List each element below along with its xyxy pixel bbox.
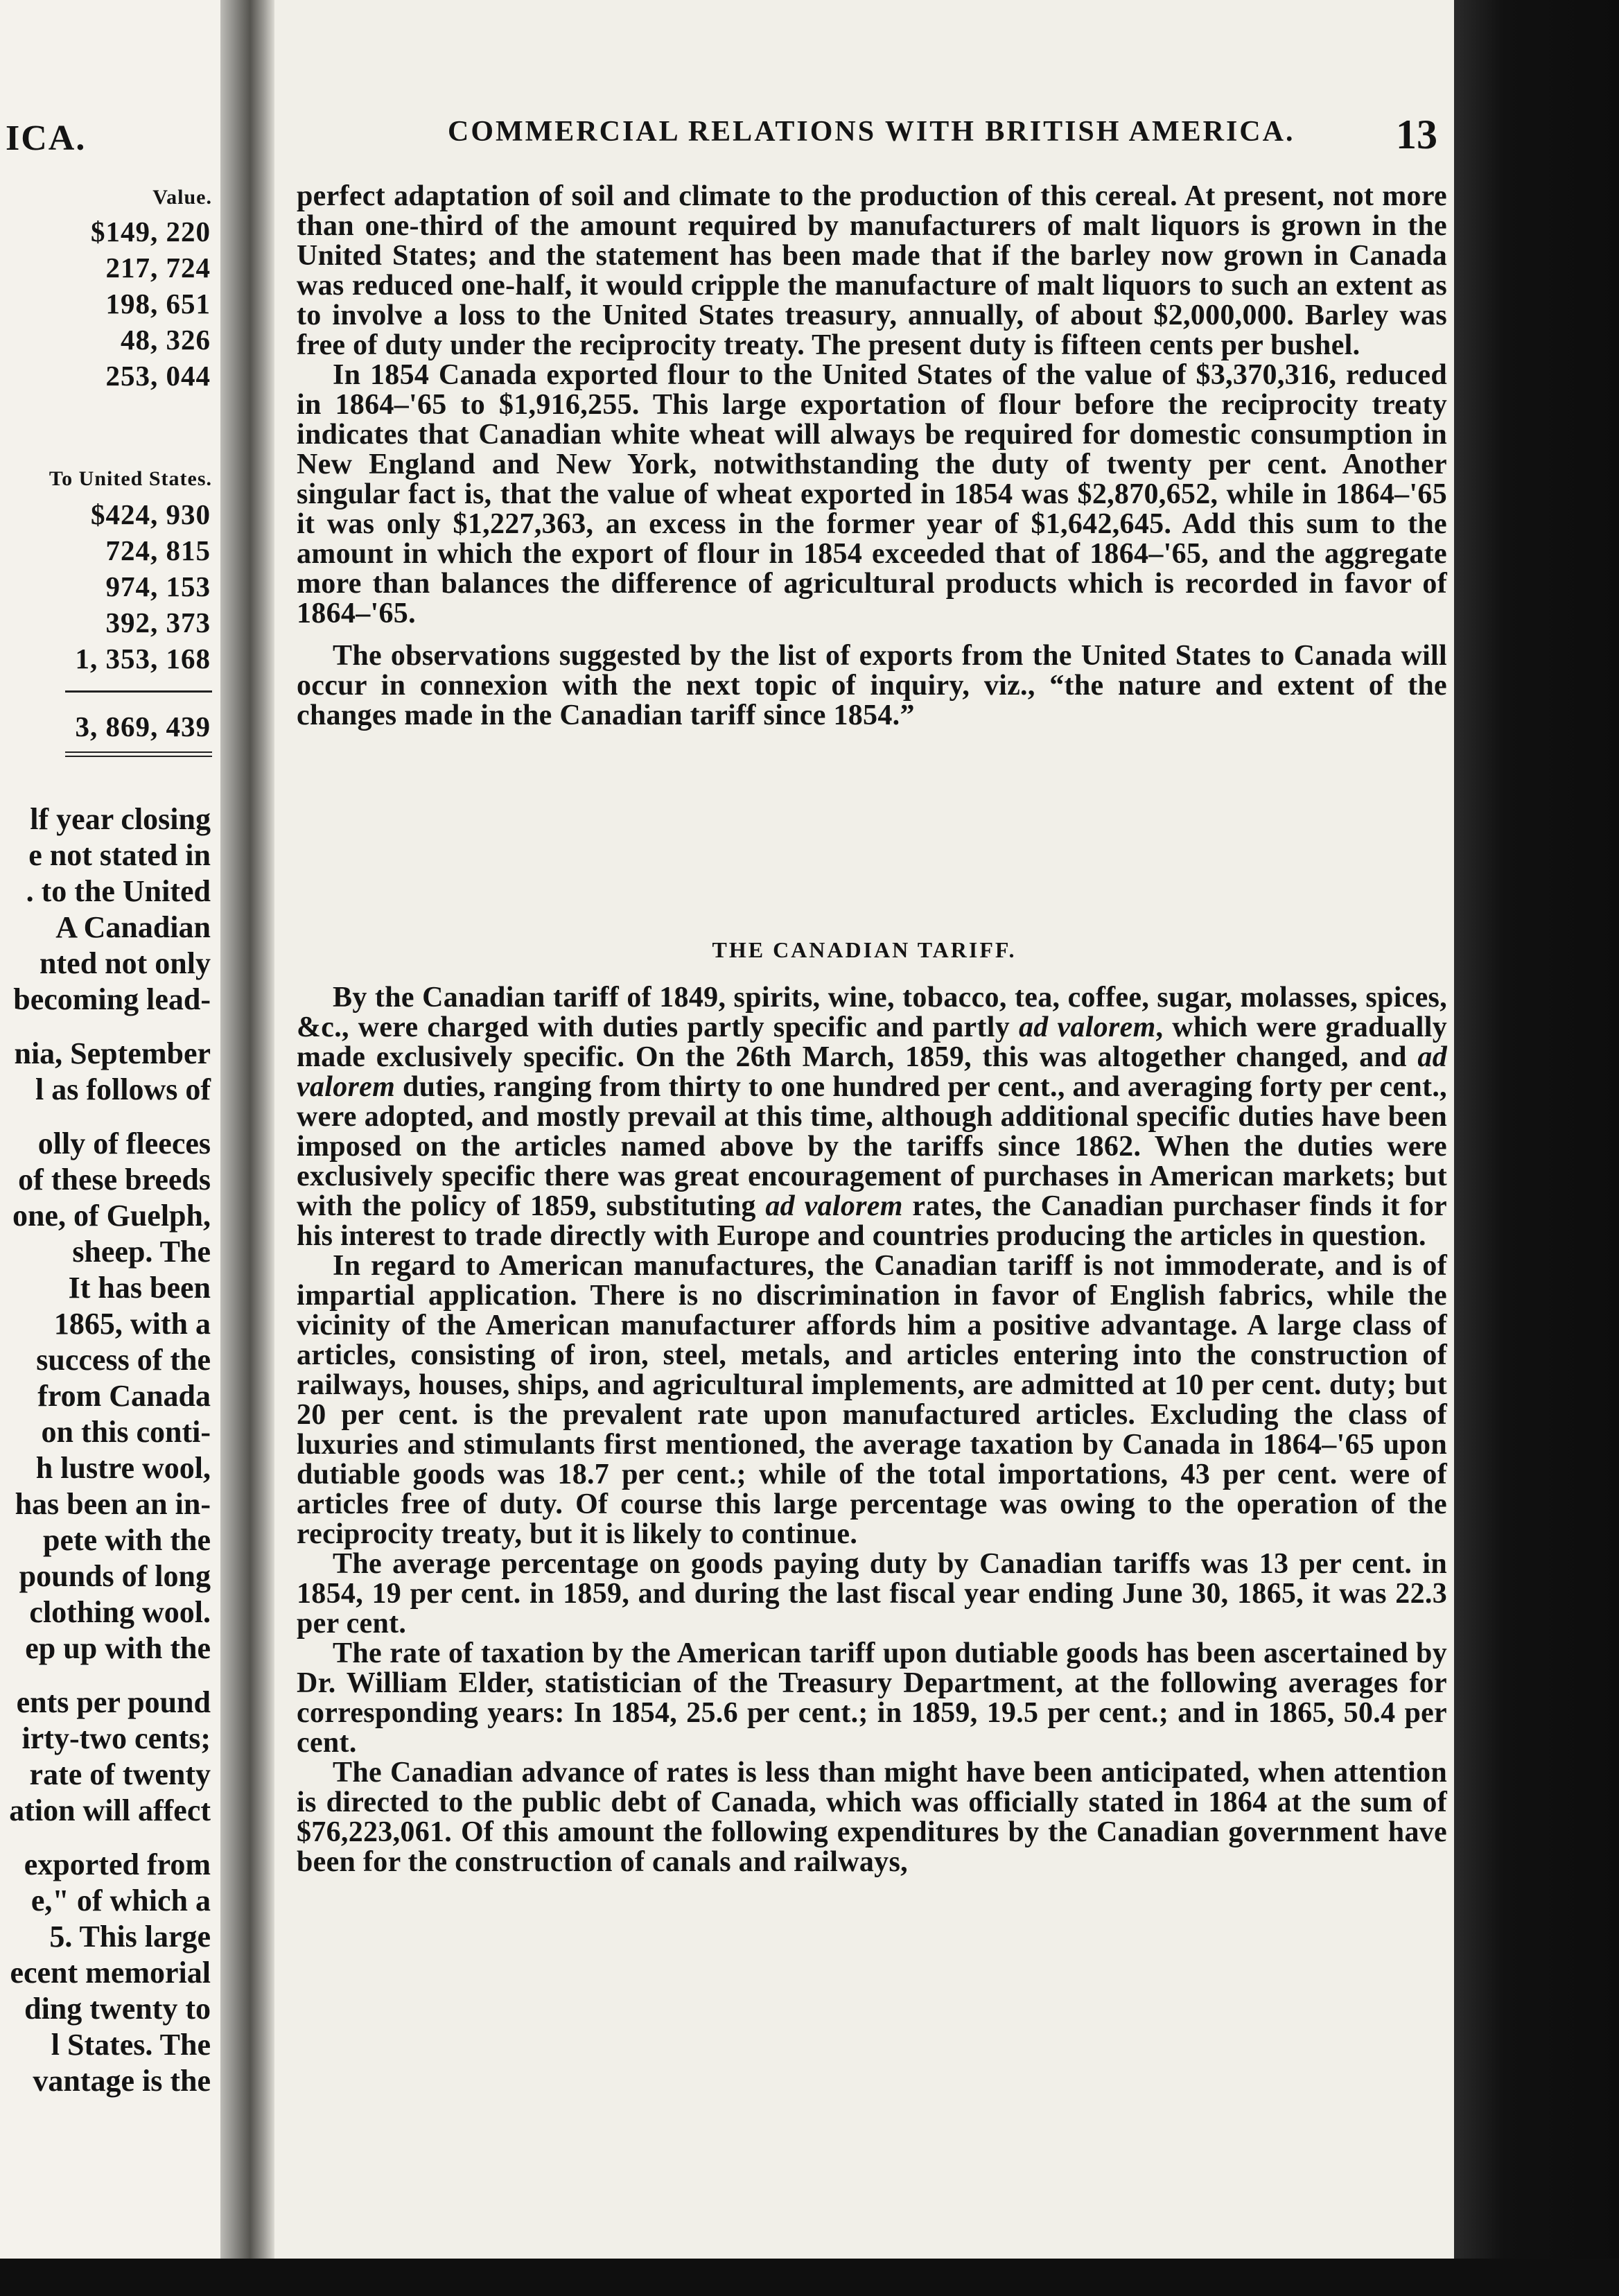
left-page-text-line: vantage is the <box>33 2064 211 2098</box>
left-page-text-line: It has been <box>68 1271 211 1305</box>
left-page-text-line: 1865, with a <box>53 1307 211 1341</box>
left-page-text-line: ents per pound <box>16 1685 211 1719</box>
left-page-text-line: has been an in- <box>15 1487 211 1521</box>
table2-value: 1, 353, 168 <box>75 643 211 675</box>
left-page-text-line: olly of fleeces <box>37 1127 211 1160</box>
left-page-text-line: nia, September <box>14 1036 211 1070</box>
table2-value: 724, 815 <box>105 534 211 566</box>
tariff-italic: ad valorem <box>765 1190 903 1222</box>
left-page-text-line: on this conti- <box>41 1415 211 1449</box>
table2-value: 974, 153 <box>105 571 211 602</box>
page-number: 13 <box>1396 112 1437 157</box>
section-heading: THE CANADIAN TARIFF. <box>712 937 1017 962</box>
left-page-text-line: pounds of long <box>19 1559 211 1593</box>
left-page-text-line: one, of Guelph, <box>12 1199 211 1233</box>
tariff-text-part: , which were gradually made exclusively specific. On the 26th March, 1859, this was altogether changed, and <box>297 1011 1448 1073</box>
paragraph-average: The average percentage on goods paying duty by Canadian tariffs was 13 per cent. in 1854, 19 per cent. in 1859, and during the last fiscal year ending June 30, 1865, it was 22.3 per cent. <box>297 1548 1447 1640</box>
left-page-text-line: l States. The <box>51 2028 211 2062</box>
left-page-fragment <box>0 0 220 2259</box>
paragraph-flour: In 1854 Canada exported flour to the United States of the value of $3,370,316, reduced in 1864–'65 to $1,916,255. This large exportation of flour before the reciprocity treaty indicates that Canadian white wheat will always be required for domestic consumption in New England and New York, notwithstanding the duty of twenty per cent. Another singular fact is, that the value of wheat exported in 1854 was $2,870,652, while in 1864–'65 it was only $1,227,363, an excess in the former year of $1,642,645. Add this sum to the amount in which the export of flour in 1854 exceeded that of 1864–'65, and the aggregate more than balances the difference of agricultural products which is recorded in favor of 1864–'65. <box>297 359 1447 629</box>
right-page <box>274 0 1454 2259</box>
table1-value: $149, 220 <box>91 216 211 247</box>
left-page-text-line: becoming lead- <box>13 982 211 1016</box>
table2-value: $424, 930 <box>91 498 211 530</box>
left-page-text-line: sheep. The <box>72 1235 211 1269</box>
left-page-text-line: pete with the <box>43 1523 211 1557</box>
left-page-text-line: l as follows of <box>35 1072 211 1106</box>
paragraph-observations: The observations suggested by the list of exports from the United States to Canada will occur in connexion with the next topic of inquiry, viz., “the nature and extent of the changes made in the Canadian tariff since 1854.” <box>297 640 1447 731</box>
table1-value: 198, 651 <box>105 288 211 320</box>
text-block-tariff <box>297 983 1447 1877</box>
table2-value: 392, 373 <box>105 607 211 638</box>
left-page-text-line: 5. This large <box>49 1920 211 1954</box>
left-page-text-line: nted not only <box>40 946 211 980</box>
left-page-text-line: . to the United <box>26 874 211 908</box>
left-page-text-line: h lustre wool, <box>35 1451 211 1485</box>
scan-border-bottom <box>0 2259 1619 2296</box>
text-block-top <box>297 182 1447 731</box>
left-page-text-line: ding twenty to <box>24 1992 211 2026</box>
running-header: COMMERCIAL RELATIONS WITH BRITISH AMERICA. <box>448 116 1295 148</box>
paragraph-debt: The Canadian advance of rates is less than might have been anticipated, when attention is directed to the public debt of Canada, which was officially stated in 1864 at the sum of $76,223,061. Of this amount the following expenditures by the Canadian government have been for the construction of canals and railways, <box>297 1757 1447 1878</box>
table2-total-rule <box>65 690 212 693</box>
left-page-text-line: ation will affect <box>9 1793 211 1827</box>
tariff-italic: ad valorem <box>297 1041 1447 1103</box>
left-page-text-line: irty-two cents; <box>21 1721 211 1755</box>
table1-value: 217, 724 <box>105 252 211 284</box>
tariff-text-part: By the Canadian tariff of 1849, spirits, wine, tobacco, tea, coffee, sugar, molasses, spices, &c., were charged with duties partly specific and partly <box>297 982 1447 1043</box>
left-page-text-line: lf year closing <box>30 802 211 836</box>
left-page-text-line: clothing wool. <box>29 1595 211 1629</box>
book-gutter <box>220 0 274 2259</box>
table1-column-heading: Value. <box>152 186 212 209</box>
paragraph-american: The rate of taxation by the American tariff upon dutiable goods has been ascertained by Dr. William Elder, statistician of the Treasury Department, at the following averages for corresponding years: In 1854, 25.6 per cent.; in 1859, 19.5 per cent.; and in 1865, 50.4 per cent. <box>297 1637 1447 1759</box>
left-running-header: ICA. <box>6 119 87 158</box>
tariff-italic: ad valorem <box>1018 1011 1156 1043</box>
table2-column-heading: To United States. <box>49 467 212 490</box>
left-page-text-line: ecent memorial <box>10 1956 211 1990</box>
tariff-text-part: rates, the Canadian purchaser finds it for his interest to trade directly with Europe and countries producing the articles in question. <box>297 1190 1447 1252</box>
left-page-text-line: exported from <box>24 1847 211 1881</box>
left-page-text-line: of these breeds <box>18 1163 211 1197</box>
paragraph-tariff <box>297 983 1447 1251</box>
table2-double-rule <box>65 751 212 753</box>
table2-double-rule <box>65 756 212 757</box>
left-page-text-line: e not stated in <box>28 838 211 872</box>
paragraph-manufactures: In regard to American manufactures, the Canadian tariff is not immoderate, and is of impartial application. There is no discrimination in favor of English fabrics, while the vicinity of the American manufacturer affords him a positive advantage. A large class of articles, consisting of iron, steel, metals, and articles entering into the construction of railways, houses, ships, and agricultural implements, are admitted at 10 per cent. duty; but 20 per cent. is the prevalent rate upon manufactured articles. Excluding the class of luxuries and stimulants first mentioned, the average taxation by Canada in 1864–'65 upon dutiable goods was 18.7 per cent.; while of the total importations, 43 per cent. were of articles free of duty. Of course this large percentage was owing to the operation of the reciprocity treaty, but it is likely to continue. <box>297 1250 1447 1550</box>
scan-border-right <box>1454 0 1619 2296</box>
left-page-text-line: ep up with the <box>25 1631 211 1665</box>
table2-total: 3, 869, 439 <box>75 711 211 742</box>
table1-value: 253, 044 <box>105 360 211 392</box>
table1-value: 48, 326 <box>121 324 211 356</box>
paragraph-barley: perfect adaptation of soil and climate to the production of this cereal. At present, not more than one-third of the amount required by manufacturers of malt liquors is grown in the United States; and the statement has been made that if the barley now grown in Canada was reduced one-half, it would cripple the manufacture of malt liquors to such an extent as to involve a loss to the United States treasury, annually, of about $2,000,000. Barley was free of duty under the reciprocity treaty. The present duty is fifteen cents per bushel. <box>297 180 1447 361</box>
left-page-text-line: A Canadian <box>55 910 211 944</box>
left-page-text-line: rate of twenty <box>29 1757 211 1791</box>
left-page-text-line: e," of which a <box>30 1884 211 1917</box>
left-page-text-line: from Canada <box>37 1379 211 1413</box>
left-page-text-line: success of the <box>36 1343 211 1377</box>
tariff-text-part: duties, ranging from thirty to one hundred per cent., and averaging forty per cent., were adopted, and mostly prevail at this time, although additional specific duties have been imposed on the articles named above by the tariffs since 1862. When the duties were exclusively specific there was great encouragement of purchases in American markets; but with the policy of 1859, substituting <box>297 1071 1447 1222</box>
